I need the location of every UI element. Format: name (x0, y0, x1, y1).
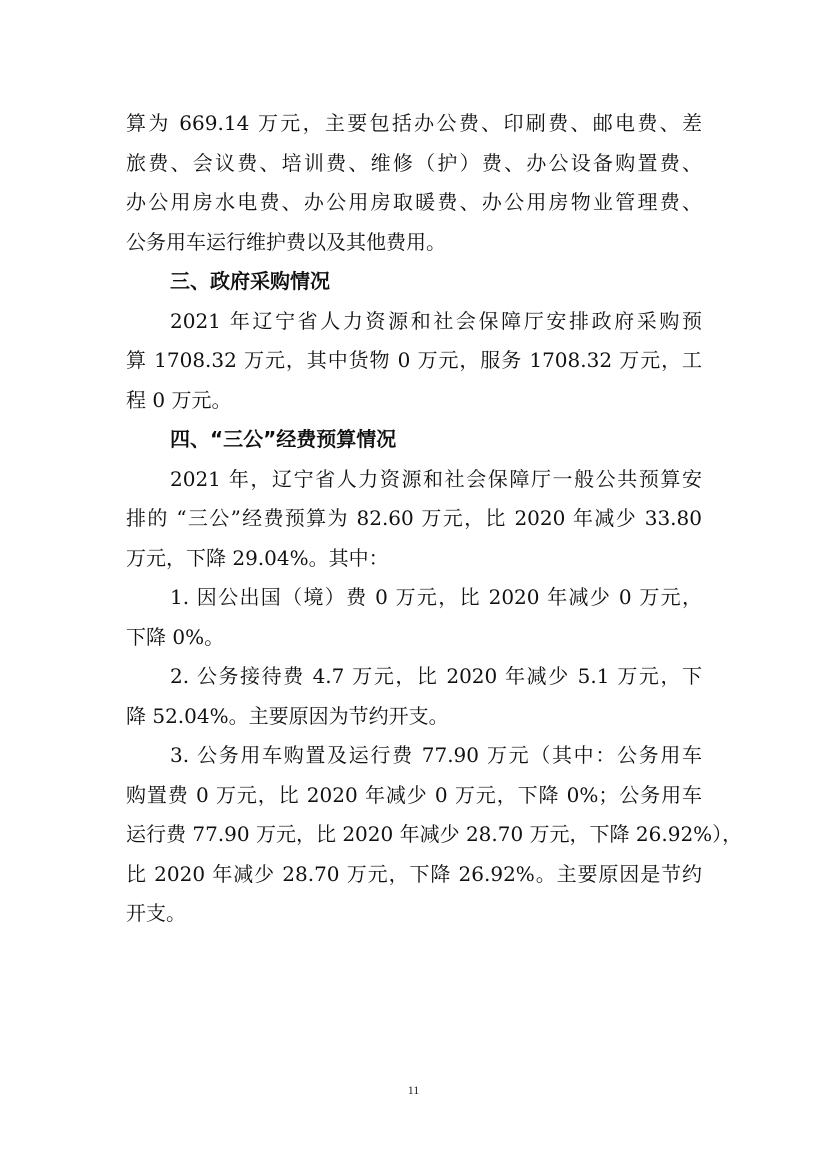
paragraph-line: 降 52.04%。主要原因为节约开支。 (126, 703, 449, 728)
paragraph-line: 2. 公务接待费 4.7 万元，比 2020 年减少 5.1 万元，下 (170, 664, 702, 688)
section-heading: 三、政府采购情况 (170, 269, 330, 293)
paragraph-line: 公务用车运行维护费以及其他费用。 (126, 229, 446, 254)
paragraph (126, 736, 743, 934)
paragraph (126, 657, 702, 736)
paragraph-line: 程 0 万元。 (126, 387, 232, 412)
document-body (126, 104, 743, 934)
paragraph-line: 购置费 0 万元，比 2020 年减少 0 万元，下降 0%；公务用车 (126, 782, 702, 807)
paragraph-line: 3. 公务用车购置及运行费 77.90 万元（其中：公务用车 (170, 743, 702, 767)
paragraph-line: 万元，下降 29.04%。其中： (126, 545, 389, 570)
paragraph-line: 开支。 (126, 901, 186, 925)
paragraph (126, 578, 702, 657)
paragraph-line: 2021 年辽宁省人力资源和社会保障厅安排政府采购预 (170, 308, 702, 333)
paragraph-line: 比 2020 年减少 28.70 万元，下降 26.92%。主要原因是节约 (126, 861, 702, 886)
section-heading: 四、“三公”经费预算情况 (170, 427, 397, 451)
paragraph (126, 302, 702, 421)
paragraph-line: 算 1708.32 万元，其中货物 0 万元，服务 1708.32 万元，工 (126, 348, 702, 372)
paragraph-line: 2021 年，辽宁省人力资源和社会保障厅一般公共预算安 (170, 466, 702, 491)
paragraph-line: 旅费、会议费、培训费、维修（护）费、办公设备购置费、 (126, 150, 702, 175)
paragraph-line: 下降 0%。 (126, 624, 225, 649)
paragraph (126, 104, 702, 262)
page-number: 11 (407, 1083, 420, 1097)
paragraph-line: 1. 因公出国（境）费 0 万元，比 2020 年减少 0 万元， (170, 585, 702, 609)
paragraph-line: 排的 “三公”经费预算为 82.60 万元，比 2020 年减少 33.80 (126, 506, 702, 530)
paragraph-line: 办公用房水电费、办公用房取暖费、办公用房物业管理费、 (126, 190, 702, 214)
paragraph (126, 460, 702, 579)
paragraph-line: 运行费 77.90 万元，比 2020 年减少 28.70 万元，下降 26.92%）， (126, 822, 743, 846)
paragraph-line: 算为 669.14 万元，主要包括办公费、印刷费、邮电费、差 (126, 111, 702, 135)
